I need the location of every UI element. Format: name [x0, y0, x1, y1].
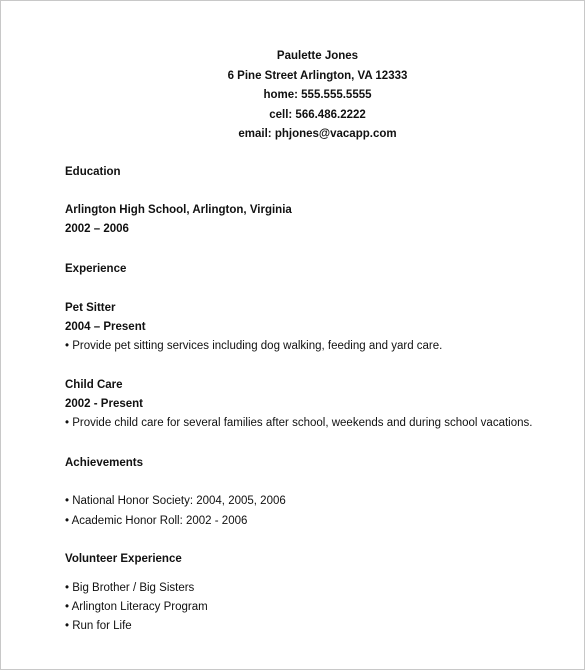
volunteer-item: • Run for Life	[65, 620, 132, 632]
contact-header	[1, 47, 584, 145]
achievement-item: • National Honor Society: 2004, 2005, 2006	[65, 495, 286, 507]
job-dates-child-care: 2002 - Present	[65, 398, 143, 410]
contact-address: 6 Pine Street Arlington, VA 12333	[227, 69, 408, 82]
section-heading-education: Education	[65, 166, 121, 178]
education-dates: 2002 – 2006	[65, 223, 129, 235]
contact-name: Paulette Jones	[276, 50, 359, 62]
section-heading-volunteer: Volunteer Experience	[65, 553, 182, 565]
job-bullet-child-care: • Provide child care for several families after school, weekends and during school vacations.	[65, 417, 533, 429]
job-bullet-pet-sitter: • Provide pet sitting services including dog walking, feeding and yard care.	[65, 340, 443, 352]
contact-home-phone: home: 555.555.5555	[263, 89, 372, 101]
section-heading-achievements: Achievements	[65, 457, 143, 469]
job-title-pet-sitter: Pet Sitter	[65, 302, 116, 314]
education-school: Arlington High School, Arlington, Virginia	[65, 204, 292, 216]
job-title-child-care: Child Care	[65, 379, 123, 391]
achievement-item: • Academic Honor Roll: 2002 - 2006	[65, 515, 248, 527]
contact-email: email: phjones@vacapp.com	[238, 128, 397, 140]
contact-cell-phone: cell: 566.486.2222	[269, 108, 366, 121]
job-dates-pet-sitter: 2004 – Present	[65, 321, 146, 333]
section-heading-experience: Experience	[65, 263, 127, 275]
volunteer-item: • Arlington Literacy Program	[65, 601, 208, 613]
volunteer-item: • Big Brother / Big Sisters	[65, 582, 195, 594]
